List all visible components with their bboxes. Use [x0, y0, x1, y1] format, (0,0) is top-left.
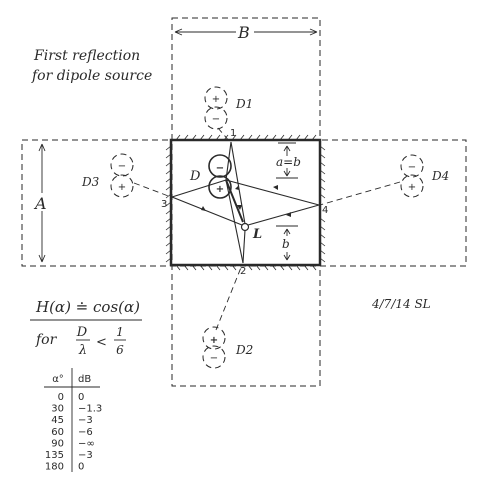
label-D3: D3	[82, 175, 100, 189]
label-b-small: b	[282, 237, 290, 251]
svg-text:−: −	[211, 114, 221, 125]
label-point-1: 1	[230, 128, 237, 139]
label-point-2: 2	[240, 266, 247, 277]
table-cell-alpha: 45	[51, 415, 64, 427]
svg-text:−: −	[407, 162, 417, 173]
image-dipole-D1	[205, 87, 227, 129]
formula-six: 6	[116, 343, 124, 357]
wall-hatching	[166, 135, 325, 270]
image-dipole-D4	[401, 155, 423, 197]
label-D4: D4	[432, 169, 450, 183]
table-header-alpha: α°	[52, 374, 64, 385]
table-cell-db: −3	[78, 415, 93, 427]
svg-text:−: −	[215, 163, 225, 174]
svg-text:−: −	[117, 161, 127, 172]
formula-D: D	[76, 325, 88, 340]
table-cell-alpha: 180	[44, 461, 64, 473]
table-cell-db: −∞	[78, 438, 95, 450]
table-cell-db: 0	[78, 392, 85, 403]
svg-text:+: +	[215, 184, 225, 195]
svg-text:+: +	[209, 335, 219, 346]
table-cell-alpha: 0	[57, 392, 64, 403]
formula-lt: <	[96, 335, 107, 350]
title-line-1: First reflection	[34, 48, 141, 64]
path-arrowheads	[201, 185, 291, 217]
attenuation-table	[44, 368, 102, 473]
table-cell-db: 0	[78, 461, 85, 473]
svg-text:−: −	[209, 353, 219, 364]
table-cell-alpha: 90	[51, 438, 64, 450]
label-A: A	[35, 194, 47, 213]
formula-lambda: λ	[78, 343, 88, 358]
label-a-eq-b: a=b	[276, 155, 301, 169]
source-dipole	[209, 155, 231, 198]
formula-one: 1	[116, 325, 124, 339]
label-point-3: 3	[161, 199, 168, 210]
table-cell-alpha: 60	[51, 426, 64, 438]
title-line-2: for dipole source	[32, 68, 153, 84]
label-point-4: 4	[322, 205, 329, 216]
table-cell-db: −6	[78, 426, 93, 438]
label-B: B	[238, 23, 250, 42]
signature: 4/7/14 SL	[372, 297, 431, 311]
label-D1: D1	[236, 97, 254, 111]
table-cell-alpha: 30	[51, 403, 64, 415]
label-D: D	[190, 169, 201, 184]
formula-for: for	[36, 332, 57, 348]
formula-H: H(α) ≐ cos(α)	[36, 298, 140, 316]
svg-text:+: +	[407, 182, 417, 193]
svg-text:+: +	[211, 94, 221, 105]
label-L: L	[253, 227, 263, 242]
image-dipole-D2	[203, 327, 225, 368]
table-cell-db: −3	[78, 450, 93, 461]
image-dipole-D3	[111, 154, 133, 197]
vertical-image-space	[172, 18, 320, 386]
label-D2: D2	[236, 343, 254, 357]
svg-text:+: +	[117, 182, 127, 193]
table-cell-alpha: 135	[44, 450, 64, 461]
listener-point	[242, 224, 249, 231]
table-cell-db: −1.3	[78, 403, 103, 415]
image-rays	[134, 128, 400, 330]
table-header-db: dB	[78, 374, 92, 385]
